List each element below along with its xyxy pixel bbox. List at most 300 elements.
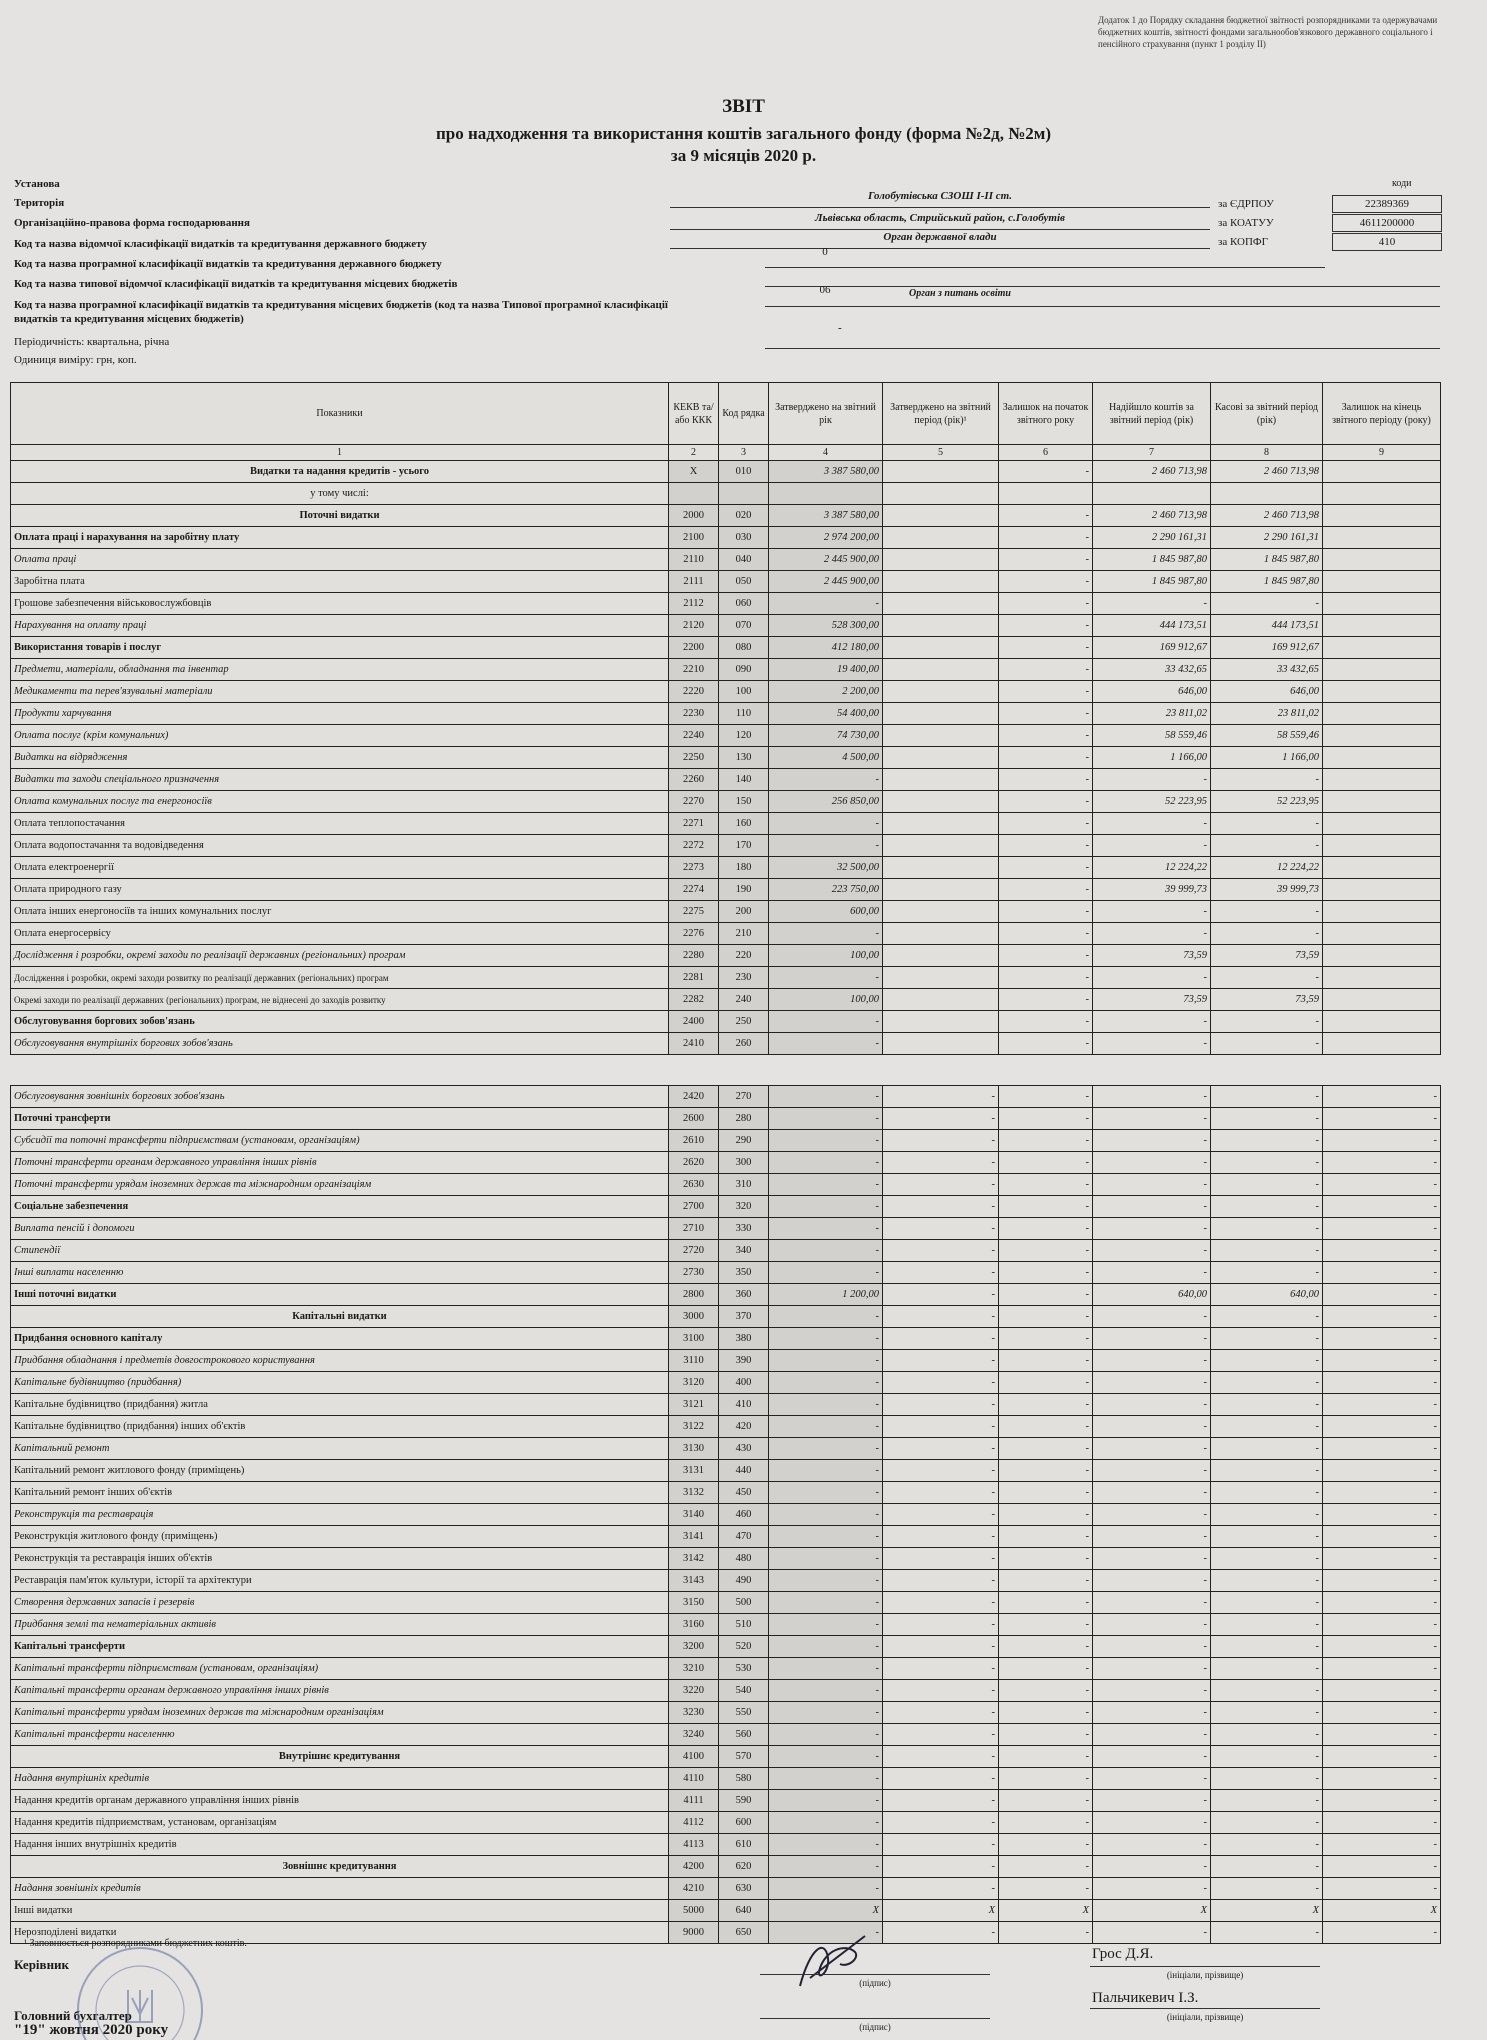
row-approved-year: 32 500,00 [769,857,883,879]
col-kekv: КЕКВ та/або ККК [669,383,719,445]
row-received: - [1093,1394,1211,1416]
row-balance-start: - [999,1812,1093,1834]
row-label: Капітальні трансферти підприємствам (установам, організаціям) [11,1658,669,1680]
row-approved-period [883,549,999,571]
row-approved-year [769,483,883,505]
row-cash: 73,59 [1211,989,1323,1011]
row-label: Оплата теплопостачання [11,813,669,835]
row-balance-end: - [1323,1636,1441,1658]
row-kekv: 2111 [669,571,719,593]
row-cash: - [1211,1702,1323,1724]
row-balance-start: - [999,1922,1093,1944]
row-code: 550 [719,1702,769,1724]
row-cash: - [1211,1922,1323,1944]
row-kekv: 3100 [669,1328,719,1350]
row-approved-period: - [883,1350,999,1372]
row-balance-start: - [999,1878,1093,1900]
table-row [11,659,1441,681]
row-approved-year: - [769,1218,883,1240]
row-code: 070 [719,615,769,637]
row-approved-year: 74 730,00 [769,725,883,747]
row-approved-period: - [883,1240,999,1262]
row-kekv: 5000 [669,1900,719,1922]
row-code: 650 [719,1922,769,1944]
row-balance-start: - [999,1834,1093,1856]
row-code: 130 [719,747,769,769]
row-balance-start: - [999,461,1093,483]
row-balance-start: - [999,1724,1093,1746]
row-cash: - [1211,593,1323,615]
row-cash: - [1211,1394,1323,1416]
row-code: 140 [719,769,769,791]
row-code: 560 [719,1724,769,1746]
row-kekv: 3150 [669,1592,719,1614]
row-approved-period: - [883,1108,999,1130]
row-code: 170 [719,835,769,857]
row-received: - [1093,1438,1211,1460]
report-date: "19" жовтня 2020 року [14,2022,169,2038]
row-received: 23 811,02 [1093,703,1211,725]
row-kekv: 2273 [669,857,719,879]
row-code: 120 [719,725,769,747]
row-kekv: 2730 [669,1262,719,1284]
terytoriia-label: Територія [14,197,65,209]
row-received: - [1093,1592,1211,1614]
table-row [11,527,1441,549]
row-label: Обслуговування боргових зобов'язань [11,1011,669,1033]
row-balance-end: - [1323,1218,1441,1240]
signature-caption-2: (підпис) [859,2022,891,2032]
row-balance-end [1323,659,1441,681]
row-label: Субсидії та поточні трансферти підприємствам (установам, організаціям) [11,1130,669,1152]
table-row [11,945,1441,967]
row-cash: 12 224,22 [1211,857,1323,879]
row-approved-year: - [769,1372,883,1394]
row-balance-start: - [999,1350,1093,1372]
row-code: 300 [719,1152,769,1174]
row-approved-period: - [883,1262,999,1284]
row-label: Оплата природного газу [11,879,669,901]
row-balance-start: - [999,1011,1093,1033]
row-kekv: 3120 [669,1372,719,1394]
row-received: - [1093,1922,1211,1944]
odynytsia-label: Одиниця виміру: грн, коп. [14,354,137,366]
row-balance-end: - [1323,1086,1441,1108]
row-kekv: 4111 [669,1790,719,1812]
row-approved-year: - [769,1614,883,1636]
forma-value: Орган державної влади [883,231,997,243]
row-received: 1 845 987,80 [1093,549,1211,571]
row-balance-start: - [999,791,1093,813]
row-cash: - [1211,1570,1323,1592]
row-balance-start: - [999,813,1093,835]
report-subtitle: про надходження та використання коштів загального фонду (форма №2д, №2м) [435,124,1052,143]
row-received: - [1093,1614,1211,1636]
row-balance-end: - [1323,1812,1441,1834]
row-label: Інші виплати населенню [11,1262,669,1284]
row-balance-start: - [999,615,1093,637]
row-label: Виплата пенсій і допомоги [11,1218,669,1240]
row-approved-year: - [769,1482,883,1504]
row-balance-start: - [999,1702,1093,1724]
row-balance-start: - [999,1416,1093,1438]
report-table-part2 [10,1085,1441,1944]
row-label: Капітальне будівництво (придбання) [11,1372,669,1394]
row-balance-start: - [999,945,1093,967]
row-approved-year: - [769,1548,883,1570]
row-cash: - [1211,1526,1323,1548]
row-approved-year: - [769,1460,883,1482]
row-received: - [1093,1460,1211,1482]
row-balance-end [1323,835,1441,857]
row-kekv: 4110 [669,1768,719,1790]
row-kekv: 2200 [669,637,719,659]
row-received: 1 166,00 [1093,747,1211,769]
row-received: - [1093,1011,1211,1033]
row-cash: 646,00 [1211,681,1323,703]
row-label: Створення державних запасів і резервів [11,1592,669,1614]
row-approved-year: 19 400,00 [769,659,883,681]
row-approved-period: - [883,1416,999,1438]
row-approved-period [883,791,999,813]
row-balance-start: - [999,1196,1093,1218]
row-received: - [1093,1878,1211,1900]
row-label: Надання кредитів підприємствам, установам, організаціям [11,1812,669,1834]
row-approved-period [883,527,999,549]
row-balance-end [1323,527,1441,549]
row-code: 530 [719,1658,769,1680]
table-row [11,1306,1441,1328]
row-cash: - [1211,1856,1323,1878]
row-balance-end [1323,681,1441,703]
row-kekv: 2710 [669,1218,719,1240]
row-balance-start: - [999,1658,1093,1680]
row-label: Капітальний ремонт житлового фонду (приміщень) [11,1460,669,1482]
table-row [11,1086,1441,1108]
row-balance-start: - [999,725,1093,747]
row-kekv: 2276 [669,923,719,945]
row-balance-start: - [999,1482,1093,1504]
row-cash: - [1211,1504,1323,1526]
row-code: 400 [719,1372,769,1394]
table-row [11,1394,1441,1416]
row-received: X [1093,1900,1211,1922]
koatuu-label: за КОАТУУ [1218,217,1274,229]
row-kekv: 2250 [669,747,719,769]
table-row [11,769,1441,791]
row-cash: - [1211,1328,1323,1350]
row-cash: 39 999,73 [1211,879,1323,901]
row-approved-year: - [769,1033,883,1055]
row-balance-end: - [1323,1658,1441,1680]
row-kekv: 3240 [669,1724,719,1746]
row-balance-end [1323,1011,1441,1033]
koatuu-value: 4611200000 [1332,214,1442,232]
table-row [11,1680,1441,1702]
row-approved-period: - [883,1570,999,1592]
row-code: 580 [719,1768,769,1790]
row-code: 410 [719,1394,769,1416]
row-approved-year: - [769,1922,883,1944]
row-approved-period: - [883,1130,999,1152]
row-received: - [1093,1240,1211,1262]
row-balance-end: - [1323,1240,1441,1262]
row-balance-end: - [1323,1680,1441,1702]
kerivnyk-name: Грос Д.Я. [1092,1946,1154,1962]
row-received: - [1093,813,1211,835]
row-balance-start: - [999,1746,1093,1768]
row-received: - [1093,923,1211,945]
row-approved-period [883,571,999,593]
row-received: 73,59 [1093,989,1211,1011]
row-kekv: 3142 [669,1548,719,1570]
kerivnyk-label: Керівник [14,1957,70,1972]
row-approved-period: - [883,1746,999,1768]
row-label: Обслуговування внутрішніх боргових зобов'язань [11,1033,669,1055]
row-kekv: 3140 [669,1504,719,1526]
row-kekv: 2720 [669,1240,719,1262]
table-row [11,1702,1441,1724]
row-balance-end: - [1323,1790,1441,1812]
table-row [11,505,1441,527]
row-balance-end [1323,857,1441,879]
row-label: Дослідження і розробки, окремі заходи розвитку по реалізації державних (регіональних) програм [11,967,669,989]
row-approved-period [883,593,999,615]
row-cash: - [1211,1130,1323,1152]
row-approved-year: - [769,1108,883,1130]
row-code: 290 [719,1130,769,1152]
row-balance-end [1323,703,1441,725]
row-balance-end [1323,945,1441,967]
row-approved-period: - [883,1878,999,1900]
row-received: - [1093,1636,1211,1658]
row-code: 240 [719,989,769,1011]
row-balance-start: - [999,1033,1093,1055]
row-label: Грошове забезпечення військовослужбовців [11,593,669,615]
row-balance-end: - [1323,1504,1441,1526]
signature-caption-1: (підпис) [859,1978,891,1988]
row-code: 050 [719,571,769,593]
row-approved-period: - [883,1834,999,1856]
row-kekv: 2800 [669,1284,719,1306]
row-kekv: 2280 [669,945,719,967]
row-code: 520 [719,1636,769,1658]
row-balance-end: - [1323,1878,1441,1900]
col-num: 6 [999,445,1093,461]
row-approved-period [883,703,999,725]
row-label: Оплата електроенергії [11,857,669,879]
row-received: - [1093,593,1211,615]
row-code: 620 [719,1856,769,1878]
row-balance-end: - [1323,1482,1441,1504]
row-balance-start: - [999,747,1093,769]
row-balance-start: - [999,1152,1093,1174]
row-received: 640,00 [1093,1284,1211,1306]
row-balance-end: - [1323,1702,1441,1724]
row-balance-start: - [999,1592,1093,1614]
row-code: 450 [719,1482,769,1504]
row-label: Придбання основного капіталу [11,1328,669,1350]
row-balance-start: - [999,1284,1093,1306]
row-approved-year: - [769,1328,883,1350]
row-received: - [1093,1724,1211,1746]
row-approved-period [883,879,999,901]
row-approved-period [883,989,999,1011]
row-cash: 1 845 987,80 [1211,549,1323,571]
row-balance-start: - [999,1218,1093,1240]
report-table-part1 [10,382,1441,1055]
row-label: Медикаменти та перев'язувальні матеріали [11,681,669,703]
row-code: 100 [719,681,769,703]
col-num: 1 [11,445,669,461]
col-zalyshok-kinets: Залишок на кінець звітного періоду (року) [1323,383,1441,445]
row-balance-end: - [1323,1526,1441,1548]
row-kekv: 2275 [669,901,719,923]
row-balance-start: - [999,1636,1093,1658]
row-balance-start: - [999,1460,1093,1482]
row-balance-start: - [999,835,1093,857]
row-approved-period: - [883,1922,999,1944]
row-code: 310 [719,1174,769,1196]
row-approved-year: - [769,1812,883,1834]
row-approved-year: - [769,1592,883,1614]
row-approved-year: 256 850,00 [769,791,883,813]
row-received: 73,59 [1093,945,1211,967]
row-approved-period [883,637,999,659]
row-label: Внутрішнє кредитування [11,1746,669,1768]
row-balance-start: - [999,703,1093,725]
row-kekv [669,483,719,505]
row-approved-year: 100,00 [769,989,883,1011]
row-code: 200 [719,901,769,923]
row-balance-end: - [1323,1130,1441,1152]
row-approved-year: - [769,1086,883,1108]
row-cash: - [1211,1548,1323,1570]
row-received: - [1093,1152,1211,1174]
row-cash: - [1211,1196,1323,1218]
row-label: Видатки та заходи спеціального призначення [11,769,669,791]
row-balance-start: - [999,923,1093,945]
row-received: - [1093,1570,1211,1592]
row-received: - [1093,1768,1211,1790]
row-label: Видатки та надання кредитів - усього [11,461,669,483]
row-label: Капітальні видатки [11,1306,669,1328]
row-kekv: 9000 [669,1922,719,1944]
row-received: 58 559,46 [1093,725,1211,747]
col-nadiishlo: Надійшло коштів за звітний період (рік) [1093,383,1211,445]
row-code: 640 [719,1900,769,1922]
row-cash: - [1211,1834,1323,1856]
row-code: 480 [719,1548,769,1570]
table-row [11,637,1441,659]
col-kod-riadka: Код рядка [719,383,769,445]
row-approved-period: X [883,1900,999,1922]
row-balance-end: - [1323,1152,1441,1174]
row-cash: 2 460 713,98 [1211,505,1323,527]
row-kekv: 2110 [669,549,719,571]
row-kekv: 3132 [669,1482,719,1504]
table-row [11,1033,1441,1055]
row-label: Оплата водопостачання та водовідведення [11,835,669,857]
row-approved-year: - [769,1416,883,1438]
row-cash: 640,00 [1211,1284,1323,1306]
row-balance-start: - [999,967,1093,989]
table-row [11,1614,1441,1636]
row-balance-end: - [1323,1460,1441,1482]
row-kekv: 3220 [669,1680,719,1702]
row-approved-year: - [769,835,883,857]
row-received: - [1093,1196,1211,1218]
row-code: 540 [719,1680,769,1702]
row-approved-year: 412 180,00 [769,637,883,659]
row-approved-period: - [883,1614,999,1636]
kod-prog-mist-label: Код та назва програмної класифікації видатків та кредитування місцевих бюджетів (код та назва Типової програмної класифікації видатків та кредитування місцевих бюджетів) [14,299,668,325]
table-row [11,725,1441,747]
row-balance-start: - [999,879,1093,901]
row-approved-year: - [769,769,883,791]
row-code: 090 [719,659,769,681]
table-row [11,1790,1441,1812]
row-approved-period [883,725,999,747]
row-kekv: 4210 [669,1878,719,1900]
row-approved-year: - [769,1526,883,1548]
row-approved-year: - [769,813,883,835]
row-cash: 58 559,46 [1211,725,1323,747]
row-approved-period: - [883,1504,999,1526]
row-received: - [1093,769,1211,791]
row-approved-year: - [769,1130,883,1152]
row-approved-period [883,967,999,989]
row-balance-end: - [1323,1592,1441,1614]
row-code: 190 [719,879,769,901]
kod-typovoi-code: 06 [819,284,831,296]
row-approved-year: - [769,1790,883,1812]
row-cash: - [1211,769,1323,791]
col-num: 8 [1211,445,1323,461]
row-approved-year: - [769,1834,883,1856]
row-kekv: 3160 [669,1614,719,1636]
row-received: - [1093,1130,1211,1152]
row-balance-end [1323,791,1441,813]
row-kekv: 2100 [669,527,719,549]
row-label: Оплата комунальних послуг та енергоносіїв [11,791,669,813]
row-code: 440 [719,1460,769,1482]
row-label: Реконструкція житлового фонду (приміщень) [11,1526,669,1548]
row-balance-start: - [999,1614,1093,1636]
row-cash: - [1211,1108,1323,1130]
row-kekv: 3143 [669,1570,719,1592]
row-approved-period: - [883,1284,999,1306]
row-label: Соціальне забезпечення [11,1196,669,1218]
row-label: Надання внутрішніх кредитів [11,1768,669,1790]
row-approved-year: - [769,1504,883,1526]
row-code: 350 [719,1262,769,1284]
table-row [11,1504,1441,1526]
row-approved-period: - [883,1482,999,1504]
table-row [11,1592,1441,1614]
row-kekv: 2274 [669,879,719,901]
row-approved-year: 100,00 [769,945,883,967]
col-zatverdzheno-period: Затверджено на звітний період (рік)¹ [883,383,999,445]
table-row [11,461,1441,483]
kod-typovoi-label: Код та назва типової відомчої класифікації видатків та кредитування місцевих бюджетів [14,278,458,290]
row-kekv: 2600 [669,1108,719,1130]
row-balance-start: X [999,1900,1093,1922]
row-balance-start: - [999,1108,1093,1130]
row-kekv: 4113 [669,1834,719,1856]
col-pokaznyky: Показники [11,383,669,445]
row-approved-year: - [769,1636,883,1658]
